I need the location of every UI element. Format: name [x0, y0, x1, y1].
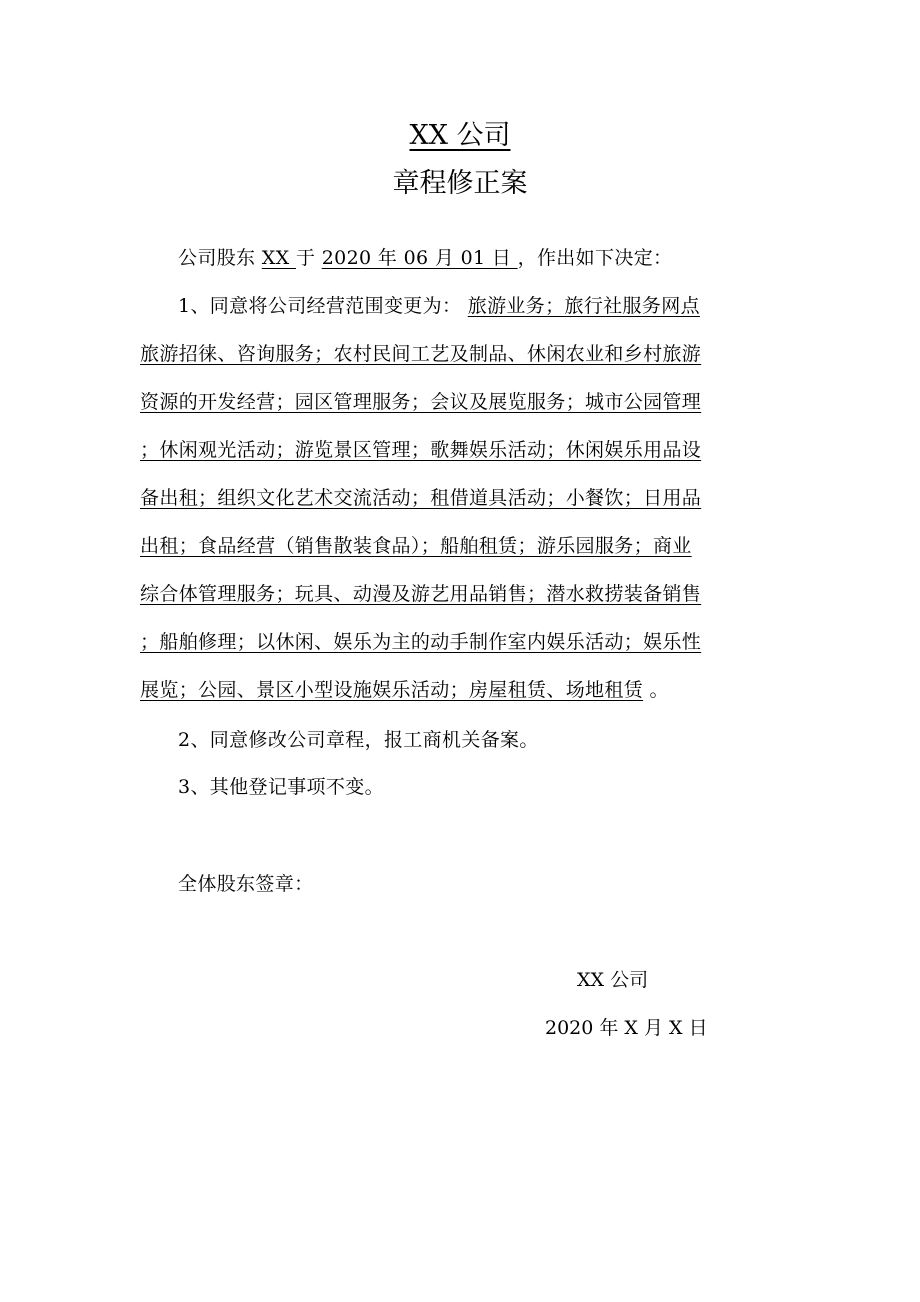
intro-mid: 于	[295, 247, 322, 269]
item1-line-8	[140, 627, 780, 657]
item1-line-1	[140, 291, 818, 321]
item1-end: 。	[643, 679, 669, 701]
decision-date: 2020 年 06 月 01 日	[321, 247, 518, 269]
item1-line-2	[140, 339, 780, 369]
item1-line-4	[140, 435, 780, 465]
item3-paragraph: 3、其他登记事项不变。	[178, 776, 384, 798]
item1-line-5	[140, 483, 780, 513]
signature-label: 全体股东签章：	[178, 873, 314, 895]
item2-paragraph: 2、同意修改公司章程，报工商机关备案。	[178, 729, 539, 751]
item1-line-6	[140, 531, 780, 561]
shareholder-name: XX	[261, 247, 296, 269]
scope-line: 展览；公园、景区小型设施娱乐活动；房屋租赁、场地租赁	[140, 679, 644, 701]
scope-line: 出租；食品经营（销售散装食品）；船舶租赁；游乐园服务；商业	[140, 535, 692, 557]
scope-line: 旅游招徕、咨询服务；农村民间工艺及制品、休闲农业和乡村旅游	[140, 343, 702, 365]
item1-line-9	[140, 675, 780, 705]
intro-paragraph	[140, 243, 818, 273]
title-company-text: XX 公司	[409, 120, 511, 151]
scope-line: ；休闲观光活动；游览景区管理；歌舞娱乐活动；休闲娱乐用品设	[140, 439, 702, 461]
sign-company: XX 公司	[577, 969, 649, 991]
item1-prefix: 1、同意将公司经营范围变更为：	[178, 295, 462, 317]
title-company	[0, 116, 920, 156]
item1-line-3	[140, 387, 780, 417]
scope-line: 旅游业务；旅行社服务网点	[467, 295, 700, 317]
sign-date: 2020 年 X 月 X 日	[545, 1017, 708, 1039]
intro-prefix: 公司股东	[178, 247, 262, 269]
scope-line: 备出租；组织文化艺术交流活动；租借道具活动；小餐饮；日用品	[140, 487, 702, 509]
scope-line: 综合体管理服务；玩具、动漫及游艺用品销售；潜水救捞装备销售	[140, 583, 702, 605]
item1-line-7	[140, 579, 780, 609]
scope-line: ；船舶修理；以休闲、娱乐为主的动手制作室内娱乐活动；娱乐性	[140, 631, 702, 653]
intro-suffix: ，作出如下决定：	[517, 247, 673, 269]
scope-line: 资源的开发经营；园区管理服务；会议及展览服务；城市公园管理	[140, 391, 702, 413]
title-document: 章程修正案	[392, 168, 528, 199]
